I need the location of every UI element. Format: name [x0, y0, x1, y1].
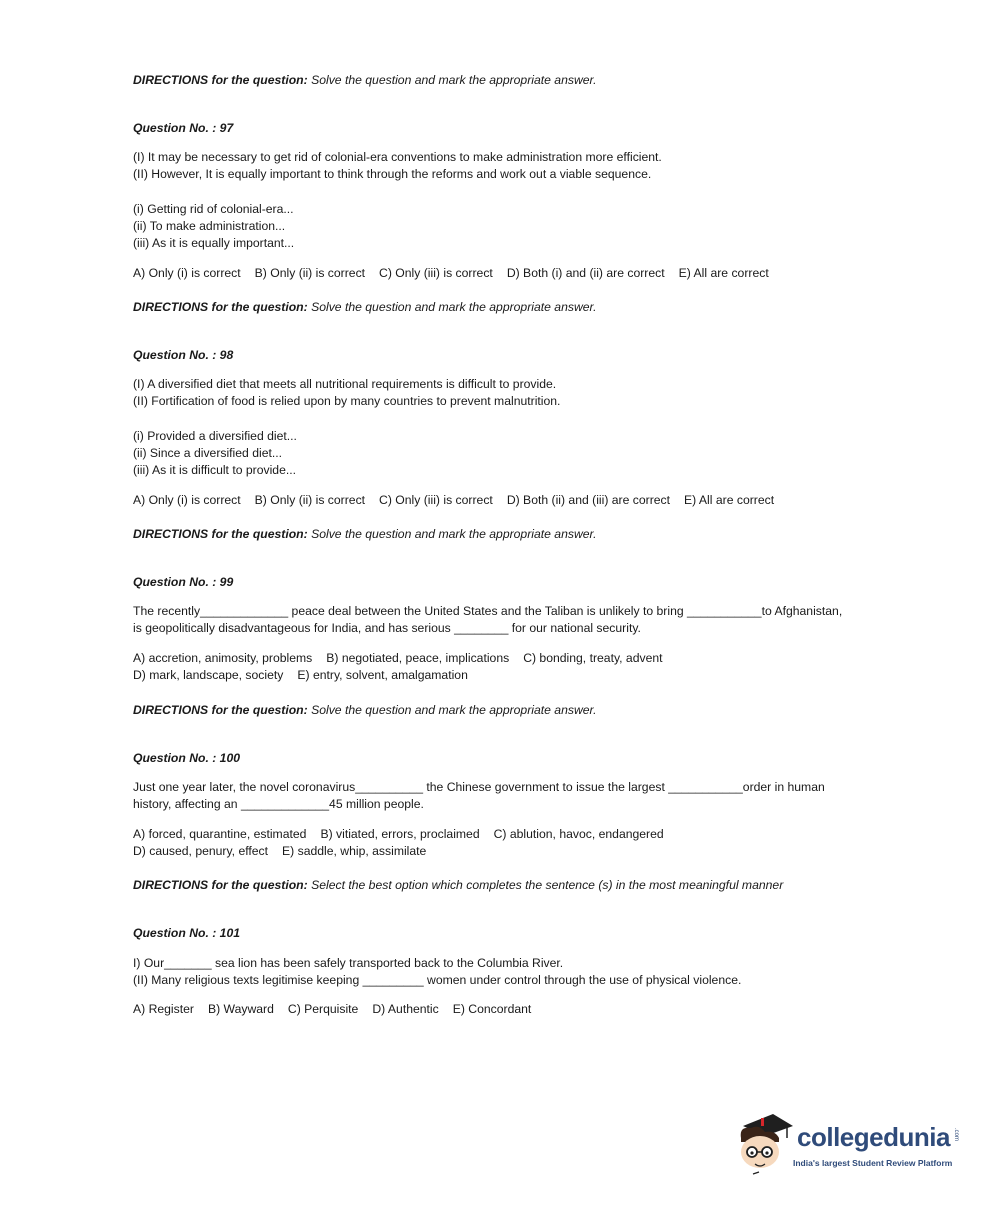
- question-number-101: Question No. : 101: [133, 926, 240, 940]
- logo-domain: .com: [953, 1128, 959, 1142]
- directions-101: DIRECTIONS for the question: Select the best option which completes the sentence (s) in the most meaningful manner: [133, 878, 784, 892]
- answer-options-101: A) Register B) Wayward C) Perquisite D) Authentic E) Concordant: [133, 1002, 532, 1016]
- answer-options-97: A) Only (i) is correct B) Only (ii) is correct C) Only (iii) is correct D) Both (i) and (ii) are correct E) All are correct: [133, 266, 769, 280]
- directions-99: DIRECTIONS for the question: Solve the question and mark the appropriate answer.: [133, 527, 597, 541]
- question-text-100: Just one year later, the novel coronavirus__________ the Chinese government to issue the largest ___________order in human history, affecting an _____________45 million people.: [133, 780, 825, 811]
- directions-98: DIRECTIONS for the question: Solve the question and mark the appropriate answer.: [133, 300, 597, 314]
- directions-100: DIRECTIONS for the question: Solve the question and mark the appropriate answer.: [133, 703, 597, 717]
- directions-97: DIRECTIONS for the question: Solve the question and mark the appropriate answer.: [133, 73, 597, 87]
- answer-options-98: A) Only (i) is correct B) Only (ii) is correct C) Only (iii) is correct D) Both (ii) and (iii) are correct E) All are correct: [133, 493, 775, 507]
- question-number-100: Question No. : 100: [133, 751, 240, 765]
- question-number-99: Question No. : 99: [133, 575, 234, 589]
- question-subparts-97: (i) Getting rid of colonial-era... (ii) To make administration... (iii) As it is equally important...: [133, 202, 295, 250]
- answer-options-99: A) accretion, animosity, problems B) negotiated, peace, implications C) bonding, treaty, advent D) mark, landscape, society E) entry, solvent, amalgamation: [133, 651, 663, 682]
- question-text-101: I) Our_______ sea lion has been safely transported back to the Columbia River. (II) Many religious texts legitimise keeping _________ women under control through the use of physical violence.: [133, 956, 742, 987]
- answer-options-100: A) forced, quarantine, estimated B) vitiated, errors, proclaimed C) ablution, havoc, endangered D) caused, penury, effect E) saddle, whip, assimilate: [133, 827, 664, 858]
- question-statements-98: (I) A diversified diet that meets all nutritional requirements is difficult to provide. (II) Fortification of food is relied upon by many countries to prevent malnutrition.: [133, 377, 561, 408]
- logo-wordmark: collegedunia: [797, 1122, 950, 1152]
- question-number-98: Question No. : 98: [133, 348, 234, 362]
- question-subparts-98: (i) Provided a diversified diet... (ii) Since a diversified diet... (iii) As it is difficult to provide...: [133, 429, 297, 477]
- question-statements-97: (I) It may be necessary to get rid of colonial-era conventions to make administration more efficient. (II) However, It is equally important to think through the reforms and work out a viable sequence.: [133, 150, 662, 181]
- question-number-97: Question No. : 97: [133, 121, 234, 135]
- question-text-99: The recently_____________ peace deal between the United States and the Taliban is unlikely to bring ___________to Afghanistan, is geopolitically disadvantageous for India, and has serious ________ for our national security.: [133, 604, 843, 635]
- logo-tagline: India's largest Student Review Platform: [793, 1158, 953, 1168]
- collegedunia-logo: [735, 1108, 965, 1183]
- mascot-icon: [735, 1108, 795, 1180]
